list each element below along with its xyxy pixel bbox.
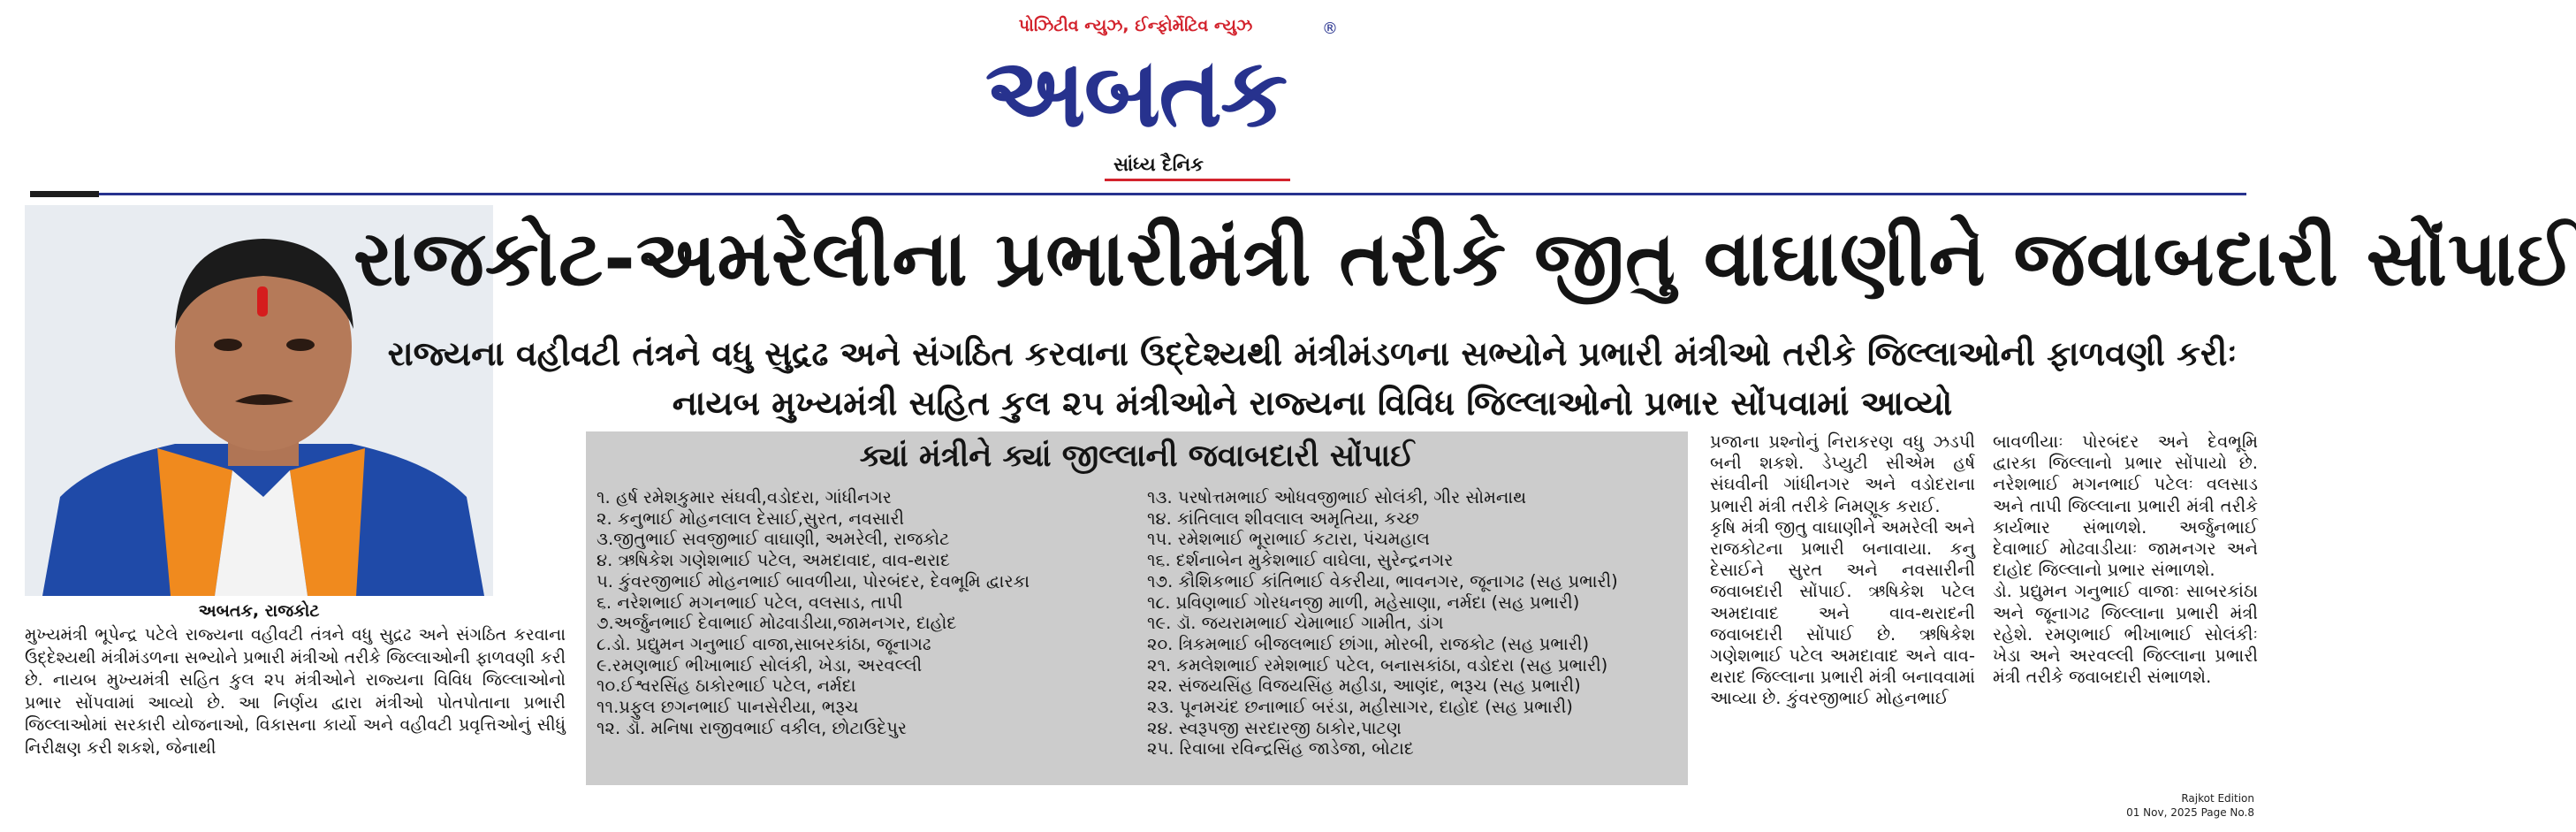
- list-item: ૨૫. રિવાબા રવિન્દ્રસિંહ જાડેજા, બોટાદ: [1147, 738, 1414, 759]
- minister-list-right: [1147, 487, 1686, 759]
- list-item: ૧૫. રમેશભાઈ ભૂરાભાઈ કટારા, પંચમહાલ: [1147, 529, 1430, 550]
- body-text-column-mid: [1710, 431, 1975, 710]
- list-item: ૧૩. પરષોત્તમભાઈ ઓધવજીભાઈ સોલંકી, ગીર સોમનાથ: [1147, 487, 1527, 508]
- list-item: ૧૭. કૌશિકભાઈ કાંતિભાઈ વેકરીયા, ભાવનગર, જૂનાગઢ (સહ પ્રભારી): [1147, 570, 1618, 592]
- list-item: ૧. હર્ષ રમેશકુમાર સંઘવી,વડોદરા, ગાંધીનગર: [597, 487, 892, 508]
- list-item: ૪. ઋષિકેશ ગણેશભાઈ પટેલ, અમદાવાદ, વાવ-થરાદ: [597, 550, 950, 571]
- headline: રાજકોટ-અમરેલીના પ્રભારીમંત્રી તરીકે જીતુ વાઘાણીને જવાબદારી સોંપાઈ: [353, 215, 2576, 303]
- list-item: ૧૪. કાંતિલાલ શીવલાલ અમૃતિયા, કચ્છ: [1147, 508, 1419, 529]
- list-item: ૧૨. ડૉ. મનિષા રાજીવભાઈ વકીલ, છોટાઉદેપુર: [597, 717, 907, 738]
- list-item: ૧૦.ઈશ્વરસિંહ ઠાકોરભાઈ પટેલ, નર્મદા: [597, 676, 856, 697]
- list-item: ૧૬. દર્શનાબેન મુકેશભાઈ વાઘેલા, સુરેન્દ્રનગર: [1147, 550, 1454, 571]
- subheadline: રાજ્યના વહીવટી તંત્રને વધુ સુદ્રઢ અને સંગઠિત કરવાના ઉદ્દેશ્યથી મંત્રીમંડળના સભ્યોને પ્રભારી મંત્રીઓ તરીકે જિલ્લાઓની ફાળવણી કરીઃ નાયબ મુખ્યમંત્રી સહિત કુલ ૨૫ મંત્રીઓને રાજ્યના વિવિધ જિલ્લાઓનો પ્રભાર સોંપવામાં આવ્યો: [387, 334, 2238, 423]
- list-item: ૭.અર્જુનભાઈ દેવાભાઈ મોઢવાડીયા,જામનગર, દાહોદ: [597, 613, 957, 634]
- list-item: ૨૨. સંજયસિંહ વિજયસિંહ મહીડા, આણંદ, ભરૂચ (સહ પ્રભારી): [1147, 676, 1581, 697]
- list-item: ૨૪. સ્વરૂપજી સરદારજી ઠાકોર,પાટણ: [1147, 717, 1402, 738]
- paragraph: ડો. પ્રદ્યુમન ગનુભાઈ વાજાઃ સાબરકાંઠા અને જૂનાગઢ જિલ્લાના પ્રભારી મંત્રી રહેશે. રમણભાઈ ભીખાભાઈ સોલંકીઃ ખેડા અને અરવલ્લી જિલ્લાના પ્રભારી મંત્રી તરીકે જવાબદારી સંભાળશે.: [1993, 581, 2258, 688]
- body-text-column-right: [1993, 431, 2258, 688]
- edition-date-page: 01 Nov, 2025 Page No.8: [2126, 806, 2254, 819]
- list-item: ૧૯. ડૉ. જયરામભાઈ ચેમાભાઈ ગામીત, ડાંગ: [1147, 613, 1444, 634]
- paragraph: બાવળીયાઃ પોરબંદર અને દેવભૂમિ દ્વારકા જિલ્લાનો પ્રભાર સોંપાયો છે. નરેશભાઈ મગનભાઈ પટેલઃ વલસાડ અને તાપી જિલ્લાના પ્રભારી મંત્રી તરીકે કાર્યભાર સંભાળશે. અર્જુનભાઈ દેવાભાઈ મોઢવાડીયાઃ જામનગર અને દાહોદ જિલ્લાનો પ્રભાર સંભાળશે.: [1993, 431, 2258, 581]
- paragraph: પ્રજાના પ્રશ્નોનું નિરાકરણ વધુ ઝડપી બની શકશે. ડેપ્યુટી સીએમ હર્ષ સંઘવીની ગાંધીનગર અને વડોદરાના પ્રભારી મંત્રી તરીકે નિમણૂક કરાઈ.: [1710, 431, 1975, 516]
- subtitle-underline: [1105, 179, 1290, 181]
- list-item: ૨. કનુભાઈ મોહનલાલ દેસાઈ,સુરત, નવસારી: [597, 508, 905, 529]
- masthead-rule-accent: [30, 191, 99, 197]
- list-item: ૯.રમણભાઈ ભીખાભાઈ સોલંકી, ખેડા, અરવલ્લી: [597, 654, 923, 676]
- newspaper-logo: અબતક: [984, 38, 1287, 149]
- list-item: ૨૦. ત્રિકમભાઈ બીજલભાઈ છાંગા, મોરબી, રાજકોટ (સહ પ્રભારી): [1147, 633, 1590, 654]
- list-item: ૨૩. પૂનમચંદ છનાભાઈ બરંડા, મહીસાગર, દાહોદ (સહ પ્રભારી): [1147, 697, 1573, 718]
- minister-district-box: [586, 431, 1688, 785]
- list-item: ૨૧. કમલેશભાઈ રમેશભાઈ પટેલ, બનાસકાંઠા, વડોદરા (સહ પ્રભારી): [1147, 654, 1608, 676]
- list-item: ૬. નરેશભાઈ મગનભાઈ પટેલ, વલસાડ, તાપી: [597, 592, 903, 613]
- paragraph: કૃષિ મંત્રી જીતુ વાઘાણીને અમરેલી અને રાજકોટના પ્રભારી બનાવાયા. કનુ દેસાઈને સુરત અને નવસારીની જવાબદારી સોંપાઈ. ઋષિકેશ પટેલ અમદાવાદ અને વાવ-થરાદની જવાબદારી સોંપાઈ છે. ઋષિકેશ ગણેશભાઈ પટેલ અમદાવાદ અને વાવ-થરાદ જિલ્લાના પ્રભારી મંત્રી બનાવવામાં આવ્યા છે. કુંવરજીભાઈ મોહનભાઈ: [1710, 516, 1975, 709]
- list-item: ૧૮. પ્રવિણભાઈ ગોરધનજી માળી, મહેસાણા, નર્મદા (સહ પ્રભારી): [1147, 592, 1580, 613]
- list-item: ૫. કુંવરજીભાઈ મોહનભાઈ બાવળીયા, પોરબંદર, દેવભૂમિ દ્વારકા: [597, 570, 1030, 592]
- masthead-tagline: પોઝિટીવ ન્યુઝ, ઈન્ફોર્મેટિવ ન્યુઝ: [1018, 16, 1253, 35]
- masthead-rule: [99, 193, 2246, 195]
- masthead: [937, 16, 1338, 179]
- body-text-left: મુખ્યમંત્રી ભૂપેન્દ્ર પટેલે રાજ્યના વહીવટી તંત્રને વધુ સુદ્રઢ અને સંગઠિત કરવાના ઉદ્દેશ્યથી મંત્રીમંડળના સભ્યોને પ્રભારી મંત્રીઓ તરીકે જિલ્લાઓની ફાળવણી કરી છે. નાયબ મુખ્યમંત્રી સહિત કુલ ૨૫ મંત્રીઓને રાજ્યના વિવિધ જિલ્લાઓનો પ્રભાર સોંપવામાં આવ્યો છે. આ નિર્ણય દ્વારા મંત્રીઓ પોતપોતાના પ્રભારી જિલ્લાઓમાં સરકારી યોજનાઓ, વિકાસના કાર્યો અને વહીવટી પ્રવૃત્તિઓનું સીધું નિરીક્ષણ કરી શકશે, જેનાથી: [25, 625, 566, 758]
- list-item: ૧૧.પ્રફુલ છગનભાઈ પાનસેરીયા, ભરૂચ: [597, 697, 859, 718]
- photo-caption: અબતક, રાજકોટ: [198, 601, 320, 621]
- edition-name: Rajkot Edition: [2181, 792, 2254, 805]
- minister-list-left: [597, 487, 1136, 738]
- registered-mark: ®: [1322, 19, 1338, 38]
- box-title: ક્યાં મંત્રીને ક્યાં જીલ્લાની જવાબદારી સોંપાઈ: [859, 439, 1415, 474]
- masthead-subtitle: સાંધ્ય દૈનિક: [1113, 154, 1204, 175]
- edition-info: [2126, 791, 2254, 820]
- list-item: ૩.જીતુભાઈ સવજીભાઈ વાઘાણી, અમરેલી, રાજકોટ: [597, 529, 950, 550]
- list-item: ૮.ડો. પ્રદ્યુમન ગનુભાઈ વાજા,સાબરકાંઠા, જૂનાગઢ: [597, 633, 931, 654]
